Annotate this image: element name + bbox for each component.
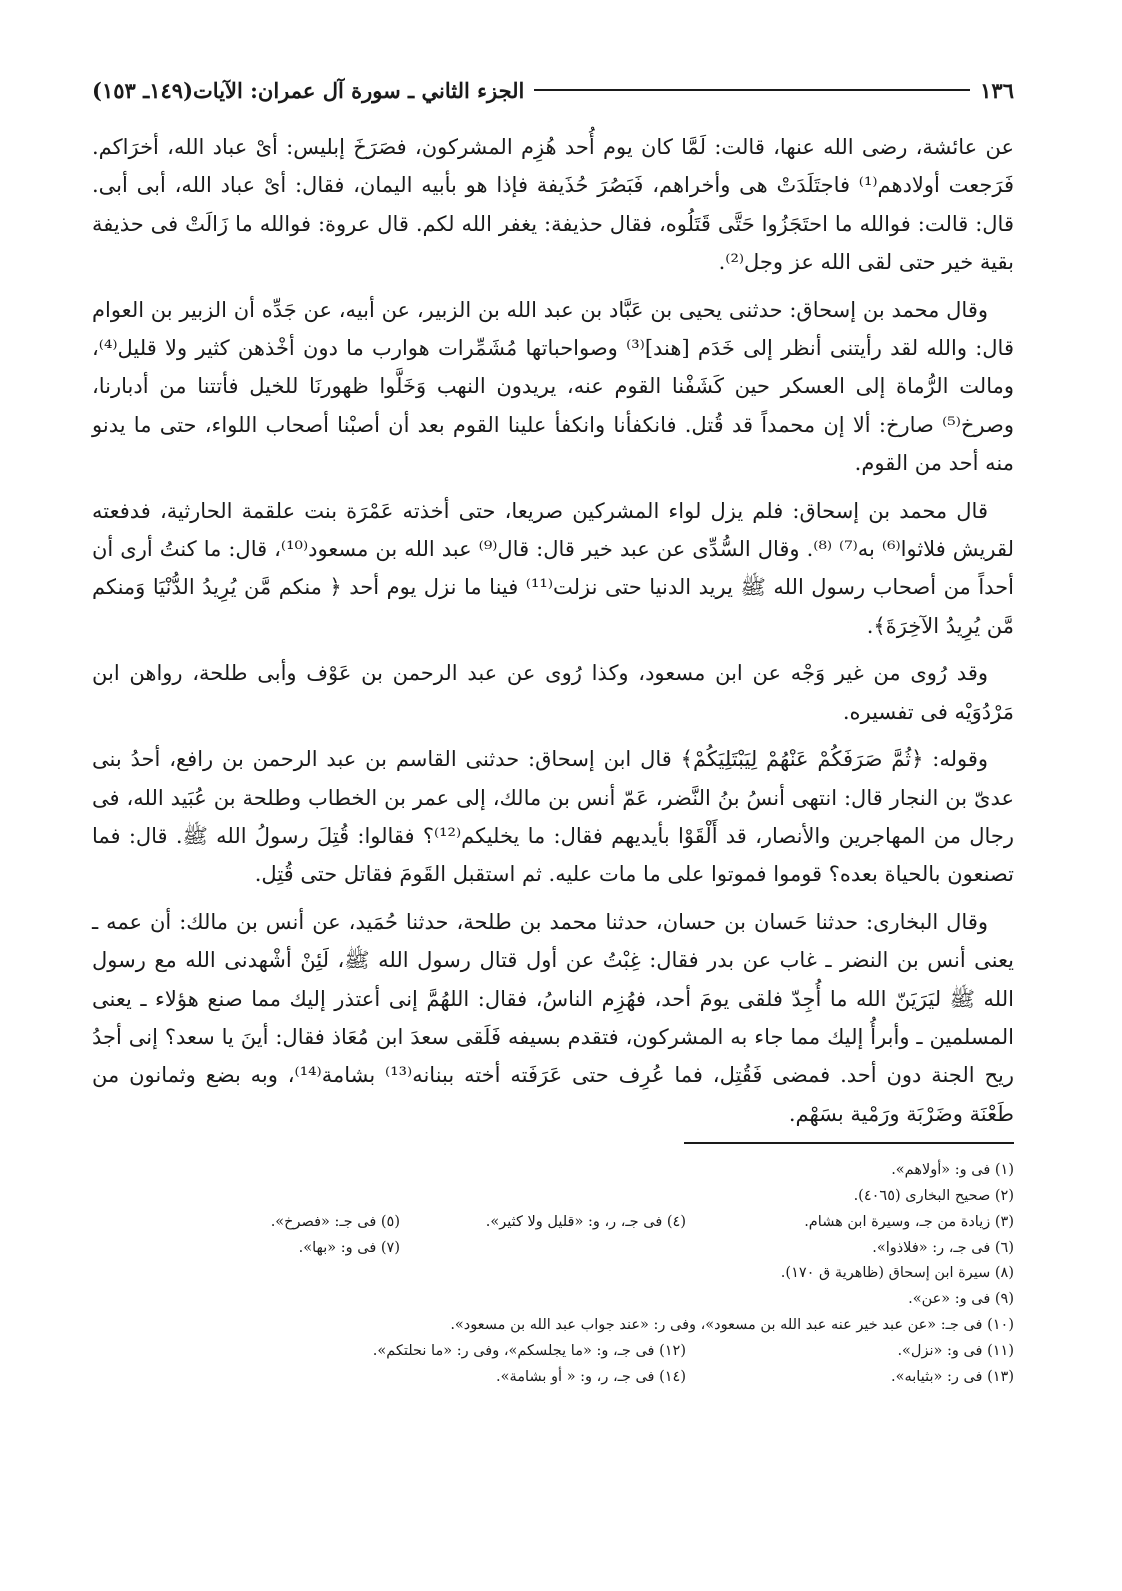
page-number: ١٣٦ [980, 77, 1014, 103]
header-rule [534, 89, 970, 91]
footnote: (٩) فى و: «عن». [908, 1291, 1014, 1308]
footnote-row [92, 1236, 1014, 1262]
paragraph: وقال البخارى: حدثنا حَسان بن حسان، حدثنا محمد بن طلحة، حدثنا حُمَيد، عن أنس بن مالك: أن عمه ـ يعنى أنس بن النضر ـ غاب عن بدر فقال: غِبْتُ عن أول قتال رسول الله ﷺ، لَئِنْ أشْهدنى الله مع رسول الله ﷺ ليَرَيَنّ الله ما أُجِدّ فلقى يومَ أحد، فهُزِم الناسُ، فقال: اللهُمَّ إنى أعتذر إليك مما صنع هؤلاء ـ يعنى المسلمين ـ وأبرأُ إليك مما جاء به المشركون، فتقدم بسيفه فَلَقى سعدَ ابن مُعَاذ فقال: أينَ يا سعد؟ إنى أجدُ ريح الجنة دون أحد. فمضى فَقُتِل، فما عُرِف حتى عَرَفَته أخته ببنانه⁽¹³⁾ بشامة⁽¹⁴⁾، وبه بضع وثمانون من طَعْنَة وضَرْبَة ورَمْية بسَهْم. [92, 909, 1014, 1126]
footnotes [92, 1158, 1014, 1390]
footnote: (٨) سيرة ابن إسحاق (ظاهرية ق ١٧٠). [780, 1265, 1014, 1282]
footnote-row [92, 1365, 1014, 1391]
running-title: الجزء الثاني ـ سورة آل عمران: الآيات(١٤٩ـ ١٥٣) [92, 77, 525, 103]
book-page [92, 70, 1014, 1540]
footnote: (٧) فى و: «بها». [298, 1239, 400, 1256]
footnote-row [92, 1339, 1014, 1365]
footnote: (١٠) فى جـ: «عن عبد خير عنه عبد الله بن مسعود»، وفى ر: «عند جواب عبد الله بن مسعود». [450, 1316, 1014, 1333]
paragraph: وقوله: ﴿ثُمَّ صَرَفَكُمْ عَنْهُمْ لِيَبْتَلِيَكُمْ﴾ قال ابن إسحاق: حدثنى القاسم بن عبد الرحمن بن رافع، أحدُ بنى عدىّ بن النجار قال: انتهى أنسُ بنُ النَّضر، عَمّ أنس بن مالك، إلى عمر بن الخطاب وطلحة بن عُبَيد الله، فى رجال من المهاجرين والأنصار، قد أَلْقَوْا بأيديهم فقال: ما يخليكم⁽¹²⁾؟ فقالوا: قُتِلَ رسولُ الله ﷺ. قال: فما تصنعون بالحياة بعده؟ قوموا فموتوا على ما مات عليه. ثم استقبل القَومَ فقاتل حتى قُتِل. [92, 747, 1014, 887]
footnote-row [92, 1210, 1014, 1236]
paragraph: عن عائشة، رضى الله عنها، قالت: لَمَّا كان يوم أُحد هُزِم المشركون، فصَرَخَ إبليس: أىْ عباد الله، أخرَاكم. فَرَجعت أولادهم⁽¹⁾ فاجتَلَدَتْ هى وأخراهم، فَبَصُرَ حُذَيفة فإذا هو بأبيه اليمان، فقال: أىْ عباد الله، أبى أبى. قال: قالت: فوالله ما احتَجَزُوا حَتَّى قَتَلُوه، فقال حذيفة: يغفر الله لكم. قال عروة: فوالله ما زَالَتْ فى حذيفة بقية خير حتى لقى الله عز وجل⁽²⁾. [92, 135, 1014, 275]
footnote: (١٢) فى جـ، و: «ما يجلسكم»، وفى ر: «ما نحلتكم». [372, 1342, 686, 1359]
footnote: (٦) فى جـ، ر: «فلاذوا». [872, 1239, 1014, 1256]
footnote: (١١) فى و: «نزل». [897, 1342, 1014, 1359]
paragraph: وقال محمد بن إسحاق: حدثنى يحيى بن عَبَّاد بن عبد الله بن الزبير، عن أبيه، عن جَدِّه أن الزبير بن العوام قال: والله لقد رأيتنى أنظر إلى خَدَم [هند]⁽³⁾ وصواحباتها مُشَمِّرات هوارب ما دون أخْذهن كثير ولا قليل⁽⁴⁾، ومالت الرُّماة إلى العسكر حين كَشَفْنا القوم عنه، يريدون النهب وَخَلَّوا ظهورنَا للخيل فأتتنا من أدبارنا، وصرخ⁽⁵⁾ صارخ: ألا إن محمداً قد قُتل. فانكفأنا وانكفأ علينا القوم بعد أن أصبْنا أصحاب اللواء، حتى ما يدنو منه أحد من القوم. [92, 297, 1014, 476]
main-text [92, 128, 1014, 1133]
footnote: (١٣) فى ر: «بثيابه». [890, 1368, 1014, 1385]
footnote: (٤) فى جـ، ر، و: «قليل ولا كثير». [485, 1213, 686, 1230]
footnote: (١) فى و: «أولاهم». [891, 1162, 1014, 1179]
paragraph: قال محمد بن إسحاق: فلم يزل لواء المشركين صريعا، حتى أخذته عَمْرَة بنت علقمة الحارثية، فدفعته لقريش فلاثوا⁽⁶⁾ به⁽⁷⁾ ⁽⁸⁾. وقال السُّدِّى عن عبد خير قال: قال⁽⁹⁾ عبد الله بن مسعود⁽¹⁰⁾، قال: ما كنتُ أرى أن أحداً من أصحاب رسول الله ﷺ يريد الدنيا حتى نزلت⁽¹¹⁾ فينا ما نزل يوم أحد ﴿ منكم مَّن يُرِيدُ الدُّنْيَا وَمنكم مَّن يُرِيدُ الآخِرَةَ﴾. [92, 498, 1015, 638]
footnote: (١٤) فى جـ، ر، و: « أو بشامة». [496, 1368, 686, 1385]
footnote: (٣) زيادة من جـ، وسيرة ابن هشام. [804, 1213, 1014, 1230]
paragraph: وقد رُوى من غير وَجْه عن ابن مسعود، وكذا رُوى عن عبد الرحمن بن عَوْف وأبى طلحة، رواهن ابن مَرْدُوَيْه فى تفسيره. [92, 661, 1014, 724]
footnote-divider [684, 1142, 1014, 1144]
running-header [92, 70, 1014, 110]
footnote: (٢) صحيح البخارى (٤٠٦٥). [853, 1187, 1014, 1204]
footnote: (٥) فى جـ: «فصرخ». [270, 1213, 400, 1230]
